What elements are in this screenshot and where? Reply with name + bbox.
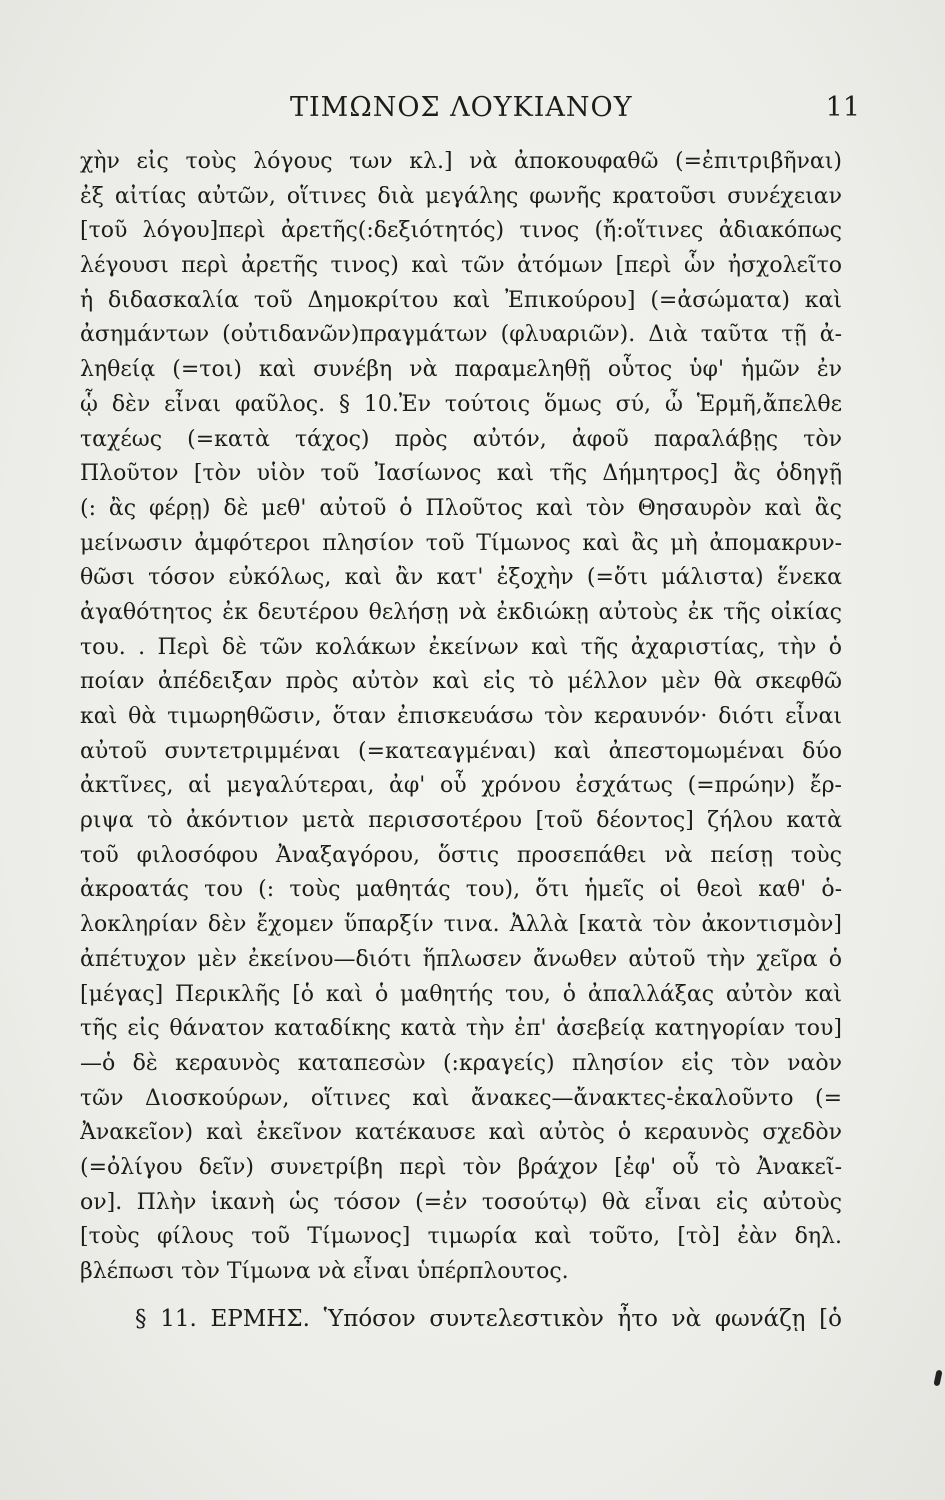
text-line: Ἀνακεῖον) καὶ ἐκεῖνον κατέκαυσε καὶ αὐτὸς ὁ κεραυνὸς σχεδὸν [80, 1120, 842, 1146]
text-line: [τοῦ λόγου]περὶ ἀρετῆς(:δεξιότητός) τινος (ἤ:οἵτινες ἀδιακόπως [80, 218, 842, 244]
text-line: (=ὀλίγου δεῖν) συνετρίβη περὶ τὸν βράχον [ἐφ' οὗ τὸ Ἀνακεῖ- [80, 1154, 842, 1180]
text-line: θῶσι τόσον εὐκόλως, καὶ ἂν κατ' ἐξοχὴν (=ὅτι μάλιστα) ἕνεκα [80, 565, 842, 591]
body-text [80, 145, 842, 1336]
section-heading-line: § 11. ΕΡΜΗΣ. Ὑπόσον συντελεστικὸν ἦτο νὰ φωνάζῃ [ὁ [135, 1305, 842, 1332]
text-line: μείνωσιν ἀμφότεροι πλησίον τοῦ Τίμωνος καὶ ἂς μὴ ἀπομακρυν- [80, 530, 842, 556]
text-line: λοκληρίαν δὲν ἔχομεν ὕπαρξίν τινα. Ἀλλὰ [κατὰ τὸν ἀκοντισμὸν] [80, 912, 842, 938]
text-line: ποίαν ἀπέδειξαν πρὸς αὐτὸν καὶ εἰς τὸ μέλλον μὲν θὰ σκεφθῶ [80, 669, 842, 695]
text-line: ἀκτῖνες, αἱ μεγαλύτεραι, ἀφ' οὗ χρόνου ἐσχάτως (=πρώην) ἔρ- [80, 773, 842, 799]
text-line: ἀγαθότητος ἐκ δευτέρου θελήσῃ νὰ ἐκδιώκῃ αὐτοὺς ἐκ τῆς οἰκίας [80, 599, 842, 625]
text-line: ᾧ δὲν εἶναι φαῦλος. § 10.Ἐν τούτοις ὅμως σύ, ὦ Ἑρμῆ,ἄπελθε [80, 391, 842, 417]
text-line: ριψα τὸ ἀκόντιον μετὰ περισσοτέρου [τοῦ δέοντος] ζήλου κατὰ [80, 808, 842, 834]
text-line: τοῦ φιλοσόφου Ἀναξαγόρου, ὅστις προσεπάθει νὰ πείσῃ τοὺς [80, 842, 842, 868]
text-line-paragraph-end: βλέπωσι τὸν Τίμωνα νὰ εἶναι ὑπέρπλουτος. [80, 1259, 569, 1284]
text-line: ον]. Πλὴν ἱκανὴ ὡς τόσον (=ἐν τοσούτῳ) θὰ εἶναι εἰς αὐτοὺς [80, 1189, 842, 1215]
text-line: λέγουσι περὶ ἀρετῆς τινος) καὶ τῶν ἀτόμων [περὶ ὧν ἠσχολεῖτο [80, 253, 842, 279]
text-line: —ὁ δὲ κεραυνὸς καταπεσὼν (:κραγείς) πλησίον εἰς τὸν ναὸν [80, 1050, 842, 1076]
text-line: τῆς εἰς θάνατον καταδίκης κατὰ τὴν ἐπ' ἀσεβείᾳ κατηγορίαν του] [80, 1016, 842, 1042]
text-line: αὐτοῦ συντετριμμέναι (=κατεαγμέναι) καὶ ἀπεστομωμέναι δύο [80, 738, 842, 764]
text-line: [τοὺς φίλους τοῦ Τίμωνος] τιμωρία καὶ τοῦτο, [τὸ] ἐὰν δηλ. [80, 1224, 842, 1250]
text-line: ἐξ αἰτίας αὐτῶν, οἵτινες διὰ μεγάλης φωνῆς κρατοῦσι συνέχειαν [80, 183, 842, 209]
text-line: [μέγας] Περικλῆς [ὁ καὶ ὁ μαθητής του, ὁ ἀπαλλάξας αὐτὸν καὶ [80, 981, 842, 1007]
text-line: του. . Περὶ δὲ τῶν κολάκων ἐκείνων καὶ τῆς ἀχαριστίας, τὴν ὁ [80, 634, 842, 660]
ink-speck [933, 1370, 942, 1387]
text-line: τῶν Διοσκούρων, οἵτινες καὶ ἄνακες—ἄνακτες-ἐκαλοῦντο (= [80, 1085, 842, 1111]
text-line: Πλοῦτον [τὸν υἱὸν τοῦ Ἰασίωνος καὶ τῆς Δήμητρος] ἂς ὁδηγῇ [80, 461, 842, 487]
text-line: ταχέως (=κατὰ τάχος) πρὸς αὐτόν, ἀφοῦ παραλάβῃς τὸν [80, 426, 842, 452]
text-line: ἡ διδασκαλία τοῦ Δημοκρίτου καὶ Ἐπικούρου] (=ἀσώματα) καὶ [80, 287, 842, 313]
text-line: χὴν εἰς τοὺς λόγους των κλ.] νὰ ἀποκουφαθῶ (=ἐπιτριβῆναι) [80, 149, 842, 174]
text-line: ἀκροατάς του (: τοὺς μαθητάς του), ὅτι ἡμεῖς οἱ θεοὶ καθ' ὁ- [80, 877, 842, 903]
page-number: 11 [825, 92, 860, 123]
text-line: ληθείᾳ (=τοι) καὶ συνέβη νὰ παραμεληθῇ οὗτος ὑφ' ἡμῶν ἐν [80, 357, 842, 383]
text-line: (: ἂς φέρῃ) δὲ μεθ' αὐτοῦ ὁ Πλοῦτος καὶ τὸν Θησαυρὸν καὶ ἂς [80, 495, 842, 521]
text-line: ἀσημάντων (οὐτιδανῶν)πραγμάτων (φλυαριῶν). Διὰ ταῦτα τῇ ἀ- [80, 322, 842, 348]
running-title: ΤΙΜΩΝΟΣ ΛΟΥΚΙΑΝΟΥ [290, 92, 633, 123]
text-line: ἀπέτυχον μὲν ἐκείνου—διότι ἥπλωσεν ἄνωθεν αὐτοῦ τὴν χεῖρα ὁ [80, 946, 842, 972]
text-line: καὶ θὰ τιμωρηθῶσιν, ὅταν ἐπισκευάσω τὸν κεραυνόν· διότι εἶναι [80, 704, 842, 729]
running-head [80, 92, 860, 132]
